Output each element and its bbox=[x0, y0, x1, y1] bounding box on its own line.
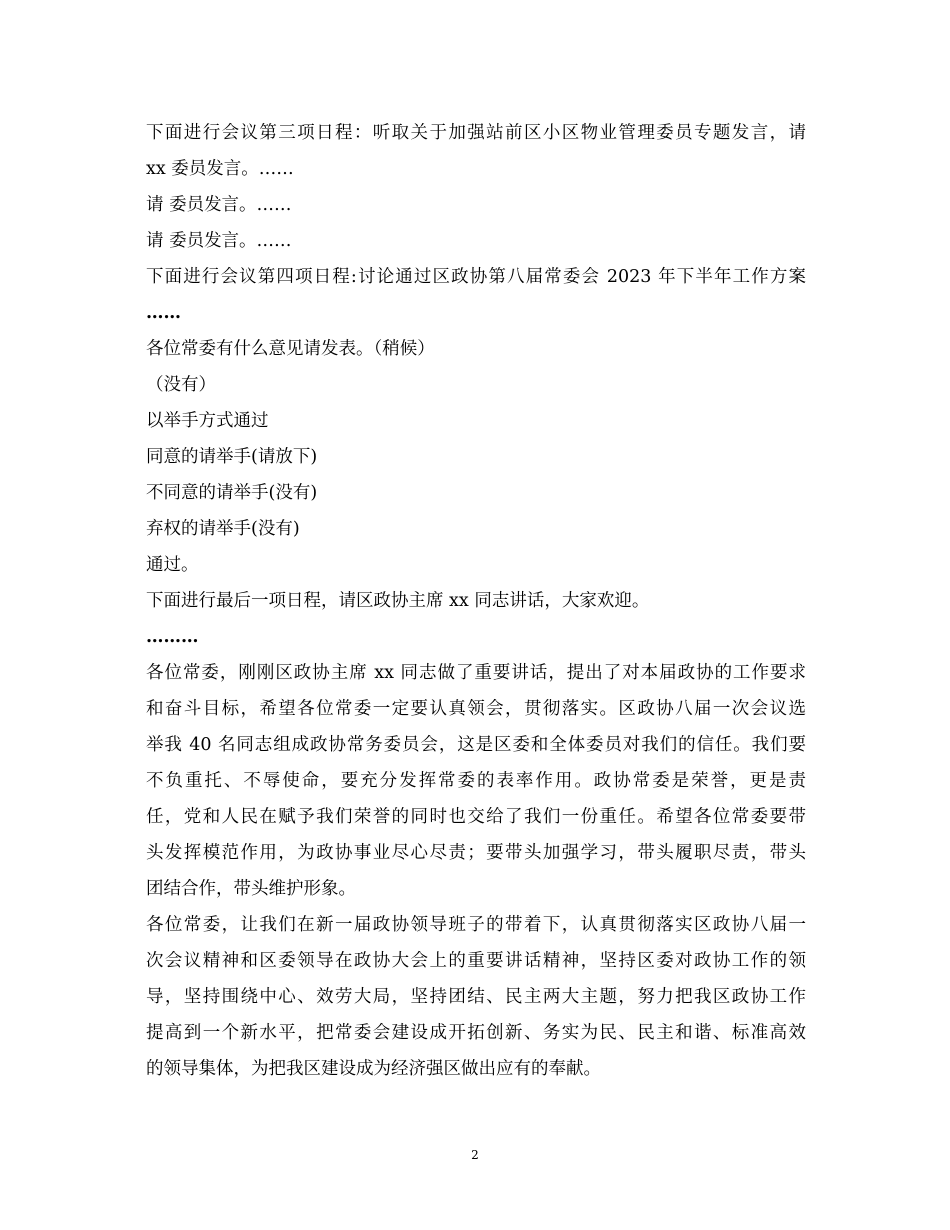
page-number: 2 bbox=[471, 1148, 479, 1162]
text-line: 举我 40 名同志组成政协常务委员会，这是区委和全体委员对我们的信任。我们要 bbox=[146, 735, 806, 755]
text-line: 同意的请举手(请放下) bbox=[146, 447, 318, 467]
text-line: 各位常委，刚刚区政协主席 xx 同志做了重要讲话，提出了对本届政协的工作要求 bbox=[146, 663, 806, 683]
text-line: 和奋斗目标，希望各位常委一定要认真领会，贯彻落实。区政协八届一次会议选 bbox=[146, 699, 806, 719]
text-line: 各位常委，让我们在新一届政协领导班子的带着下，认真贯彻落实区政协八届一 bbox=[146, 915, 806, 935]
text-line: 请 委员发言。…… bbox=[146, 231, 292, 251]
text-line: 下面进行会议第三项日程：听取关于加强站前区小区物业管理委员专题发言，请 bbox=[146, 123, 806, 143]
text-line: 以举手方式通过 bbox=[146, 411, 269, 431]
text-line: 团结合作，带头维护形象。 bbox=[146, 879, 356, 899]
text-line: 导，坚持围绕中心、效劳大局，坚持团结、民主两大主题，努力把我区政协工作 bbox=[146, 987, 806, 1007]
text-line: 不同意的请举手(没有) bbox=[146, 483, 318, 503]
document-body bbox=[146, 115, 806, 1087]
text-line: 头发挥模范作用，为政协事业尽心尽责；要带头加强学习，带头履职尽责，带头 bbox=[146, 843, 806, 863]
text-line: 次会议精神和区委领导在政协大会上的重要讲话精神，坚持区委对政协工作的领 bbox=[146, 951, 806, 971]
text-line: 各位常委有什么意见请发表。（稍候） bbox=[146, 339, 435, 359]
text-line: 下面进行最后一项日程，请区政协主席 xx 同志讲话，大家欢迎。 bbox=[146, 591, 650, 611]
text-line: 下面进行会议第四项日程:讨论通过区政协第八届常委会 2023 年下半年工作方案 bbox=[146, 267, 806, 287]
text-line: 的领导集体，为把我区建设成为经济强区做出应有的奉献。 bbox=[146, 1059, 601, 1079]
text-line: …… bbox=[146, 303, 181, 323]
text-line: 弃权的请举手(没有) bbox=[146, 519, 300, 539]
text-line: 不负重托、不辱使命，要充分发挥常委的表率作用。政协常委是荣誉，更是责 bbox=[146, 771, 806, 791]
text-line: 请 委员发言。…… bbox=[146, 195, 292, 215]
text-line: 任，党和人民在赋予我们荣誉的同时也交给了我们一份重任。希望各位常委要带 bbox=[146, 807, 806, 827]
text-line: 通过。 bbox=[146, 555, 199, 575]
text-line: 提高到一个新水平，把常委会建设成开拓创新、务实为民、民主和谐、标准高效 bbox=[146, 1023, 806, 1043]
text-line: （没有） bbox=[146, 375, 216, 395]
text-line: ……… bbox=[146, 627, 199, 647]
text-line: xx 委员发言。…… bbox=[146, 159, 294, 179]
